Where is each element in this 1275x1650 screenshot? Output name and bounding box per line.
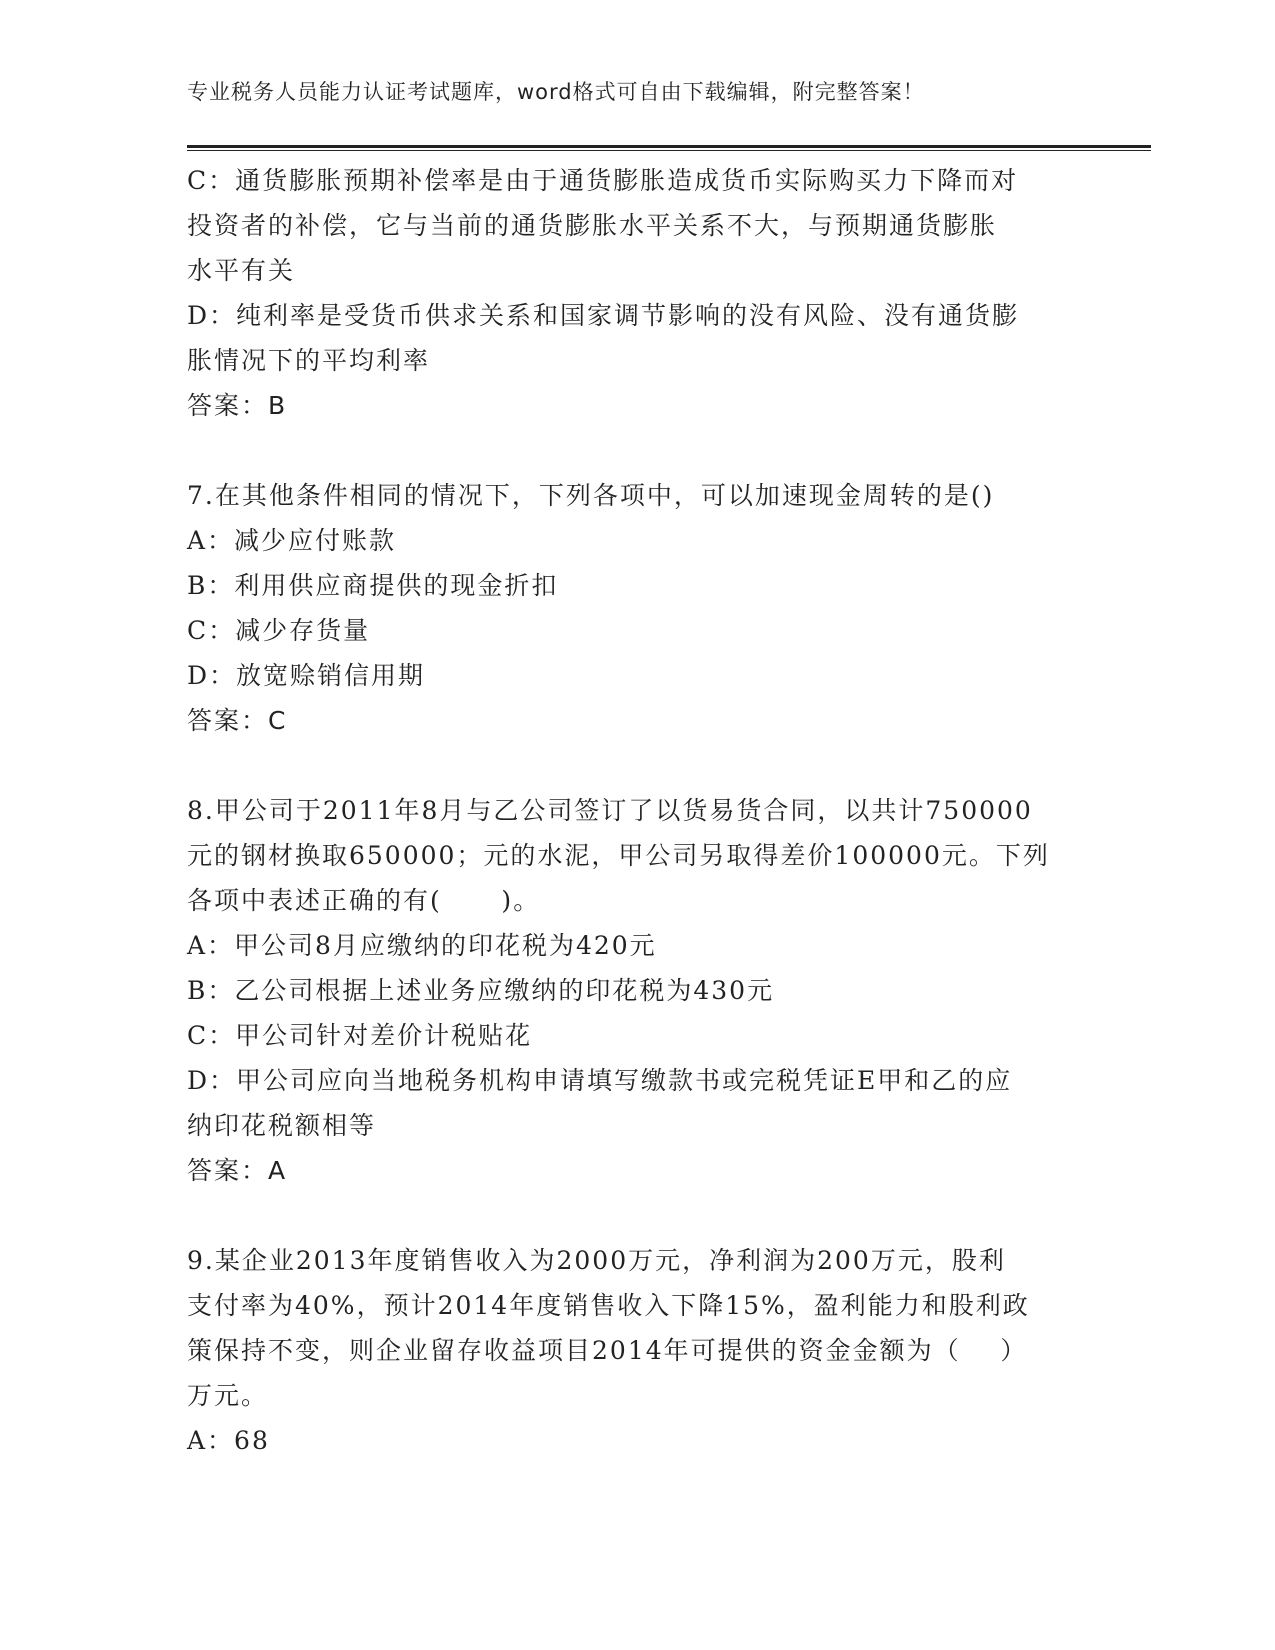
answer-line: 答案：C	[187, 706, 288, 735]
option-d: D：放宽赊销信用期	[187, 661, 426, 690]
document-body	[187, 158, 1087, 1463]
answer-line: 答案：B	[187, 391, 288, 420]
option-c: C：减少存货量	[187, 616, 371, 645]
spacer	[187, 1193, 1087, 1238]
question-text: 支付率为40%，预计2014年度销售收入下降15%，盈利能力和股利政	[187, 1291, 1030, 1320]
question-9	[187, 1238, 1087, 1463]
answer-line: 答案：A	[187, 1156, 288, 1185]
question-text: 9.某企业2013年度销售收入为2000万元，净利润为200万元，股利	[187, 1246, 1006, 1275]
question-text: 8.甲公司于2011年8月与乙公司签订了以货易货合同，以共计750000	[187, 796, 1033, 825]
question-text: 7.在其他条件相同的情况下，下列各项中，可以加速现金周转的是()	[187, 481, 995, 510]
header-divider-thin	[187, 150, 1151, 151]
option-a: A：甲公司8月应缴纳的印花税为420元	[187, 931, 657, 960]
question-text: 各项中表述正确的有( )。	[187, 886, 541, 915]
header-divider-thick	[187, 145, 1151, 148]
question-text: 元的钢材换取650000；元的水泥，甲公司另取得差价100000元。下列	[187, 841, 1050, 870]
option-d-line: D：纯利率是受货币供求关系和国家调节影响的没有风险、没有通货膨	[187, 301, 1020, 330]
option-d-line: 纳印花税额相等	[187, 1111, 377, 1140]
page-header: 专业税务人员能力认证考试题库，word格式可自由下载编辑，附完整答案！	[187, 80, 925, 104]
option-b: B：利用供应商提供的现金折扣	[187, 571, 559, 600]
question-8	[187, 788, 1087, 1193]
spacer	[187, 743, 1087, 788]
option-a: A：减少应付账款	[187, 526, 397, 555]
option-d-line: D：甲公司应向当地税务机构申请填写缴款书或完税凭证E甲和乙的应	[187, 1066, 1013, 1095]
option-c-line: 投资者的补偿，它与当前的通货膨胀水平关系不大，与预期通货膨胀	[187, 211, 998, 240]
question-7	[187, 473, 1087, 743]
spacer	[187, 428, 1087, 473]
question-text: 策保持不变，则企业留存收益项目2014年可提供的资金金额为（ ）	[187, 1336, 1028, 1365]
option-c-line: C：通货膨胀预期补偿率是由于通货膨胀造成货币实际购买力下降而对	[187, 166, 1019, 195]
option-d-line: 胀情况下的平均利率	[187, 346, 431, 375]
question-6-tail	[187, 158, 1087, 428]
option-c: C：甲公司针对差价计税贴花	[187, 1021, 533, 1050]
option-b: B：乙公司根据上述业务应缴纳的印花税为430元	[187, 976, 775, 1005]
option-c-line: 水平有关	[187, 256, 296, 285]
option-a: A：68	[187, 1426, 270, 1455]
question-text: 万元。	[187, 1381, 269, 1410]
